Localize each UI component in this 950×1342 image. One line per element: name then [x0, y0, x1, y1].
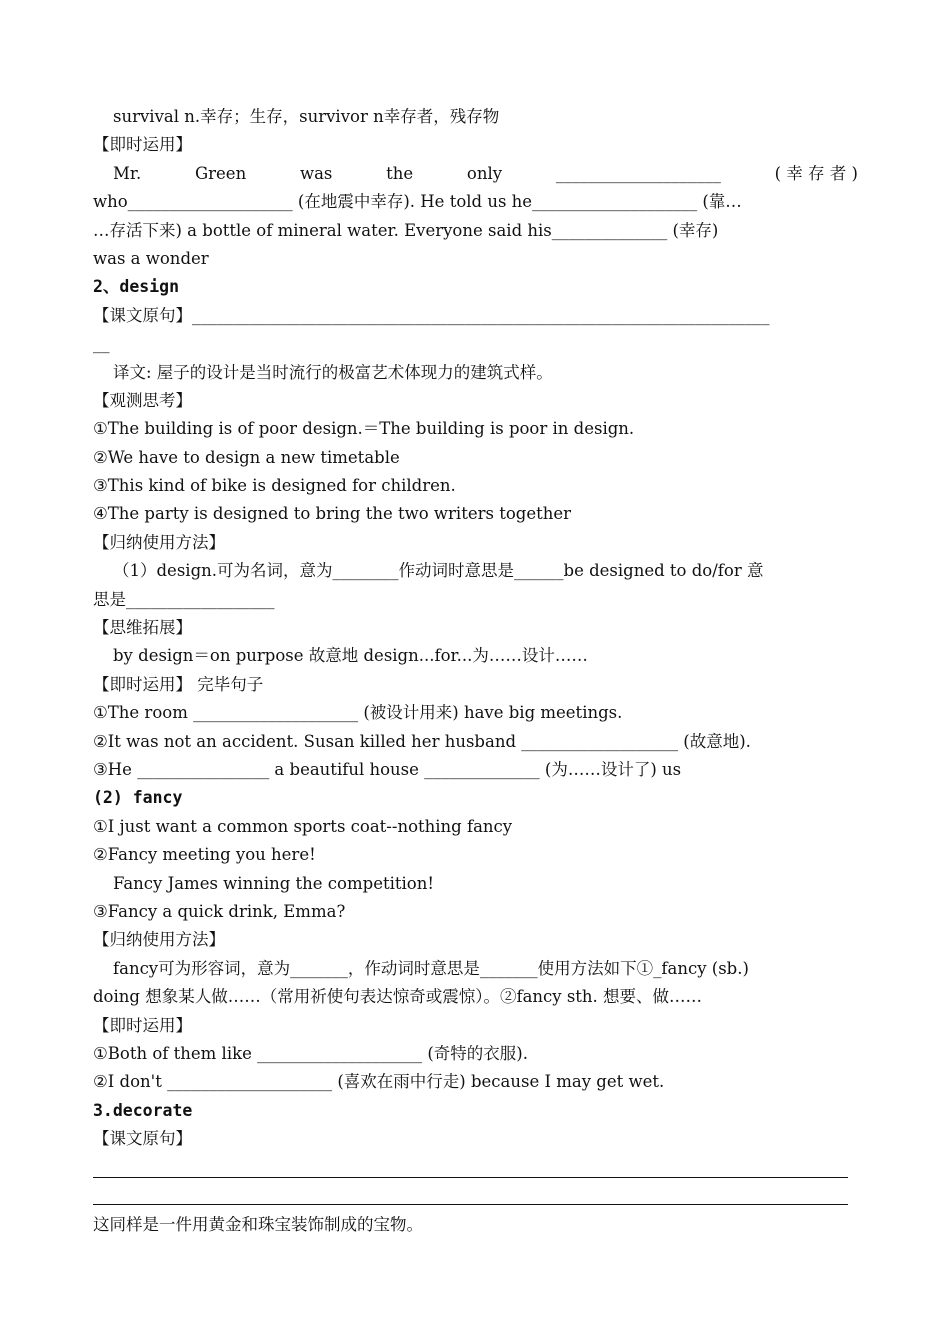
exercise-word: only — [466, 163, 503, 183]
exercise-line — [93, 160, 858, 188]
section-title-decorate: 3.decorate — [93, 1100, 193, 1120]
section-heading-original: 【课文原句】 — [93, 1129, 192, 1149]
example-sentence: ①The building is of poor design.＝The building is poor in design. — [93, 419, 635, 439]
exercise-word: Mr. — [113, 163, 142, 183]
usage-line: 思是__________________ — [93, 589, 275, 609]
section-heading-practice: 【即时运用】 完毕句子 — [93, 674, 264, 694]
exercise-word: Green — [194, 163, 247, 183]
example-sentence: ①I just want a common sports coat--nothing fancy — [93, 816, 513, 836]
exercise-line: who____________________ (在地震中幸存). He told us he____________________ (靠… — [93, 192, 742, 212]
section-title-fancy: (2) fancy — [93, 788, 183, 808]
exercise-line: …存活下来) a bottle of mineral water. Everyone said his______________ (幸存) — [93, 220, 719, 240]
exercise-line: ②I don't ____________________ (喜欢在雨中行走) because I may get wet. — [93, 1072, 665, 1092]
section-heading-usage: 【归纳使用方法】 — [93, 532, 225, 552]
vocab-note-survival: survival n.幸存；生存，survivor n幸存者，残存物 — [113, 107, 500, 126]
example-sentence: ④The party is designed to bring the two writers together — [93, 504, 571, 524]
original-sentence-line: 【课文原句】______________________________________________________________________ — [93, 305, 770, 325]
example-sentence: ③This kind of bike is designed for children. — [93, 476, 456, 496]
exercise-line: ②It was not an accident. Susan killed her husband ___________________ (故意地). — [93, 731, 751, 751]
section-heading-usage: 【归纳使用方法】 — [93, 930, 225, 950]
exercise-word: the — [386, 163, 414, 183]
section-heading-practice: 【即时运用】 — [93, 135, 192, 155]
usage-line: doing 想象某人做……（常用祈使句表达惊奇或震惊）。②fancy sth. 想要、做…… — [93, 987, 703, 1007]
section-title-design: 2、design — [93, 277, 180, 297]
exercise-hint: ( 幸 存 者 ) — [774, 163, 858, 183]
exercise-line: ①Both of them like ____________________ (奇特的衣服). — [93, 1043, 528, 1063]
answer-blank: ____________________ — [555, 163, 721, 183]
translation-line: 这同样是一件用黄金和珠宝装饰制成的宝物。 — [93, 1215, 423, 1234]
exercise-line: ③He ________________ a beautiful house ______________ (为……设计了) us — [93, 759, 682, 779]
exercise-word: was — [299, 163, 333, 183]
example-sentence: ②Fancy meeting you here! — [93, 845, 316, 865]
worksheet-page — [93, 103, 858, 1234]
translation-line: 译文: 屋子的设计是当时流行的极富艺术体现力的建筑式样。 — [113, 362, 553, 382]
section-heading-extension: 【思维拓展】 — [93, 618, 192, 638]
example-sentence: ②We have to design a new timetable — [93, 447, 400, 467]
answer-line — [93, 1204, 848, 1205]
exercise-line: ①The room ____________________ (被设计用来) have big meetings. — [93, 703, 623, 723]
extension-line: by design＝on purpose 故意地 design...for...为……设计…… — [113, 646, 588, 666]
section-heading-practice: 【即时运用】 — [93, 1015, 192, 1035]
section-heading-observe: 【观测思考】 — [93, 390, 192, 410]
exercise-line: was a wonder — [93, 248, 209, 268]
answer-line — [93, 1177, 848, 1178]
original-sentence-line: __ — [93, 334, 110, 354]
example-sentence: ③Fancy a quick drink, Emma? — [93, 901, 346, 921]
usage-line: fancy可为形容词，意为_______，作动词时意思是_______使用方法如下①_fancy (sb.) — [113, 958, 749, 978]
example-sentence: Fancy James winning the competition! — [113, 873, 434, 893]
usage-line: （1）design.可为名词，意为________作动词时意思是______be designed to do/for 意 — [113, 561, 764, 581]
